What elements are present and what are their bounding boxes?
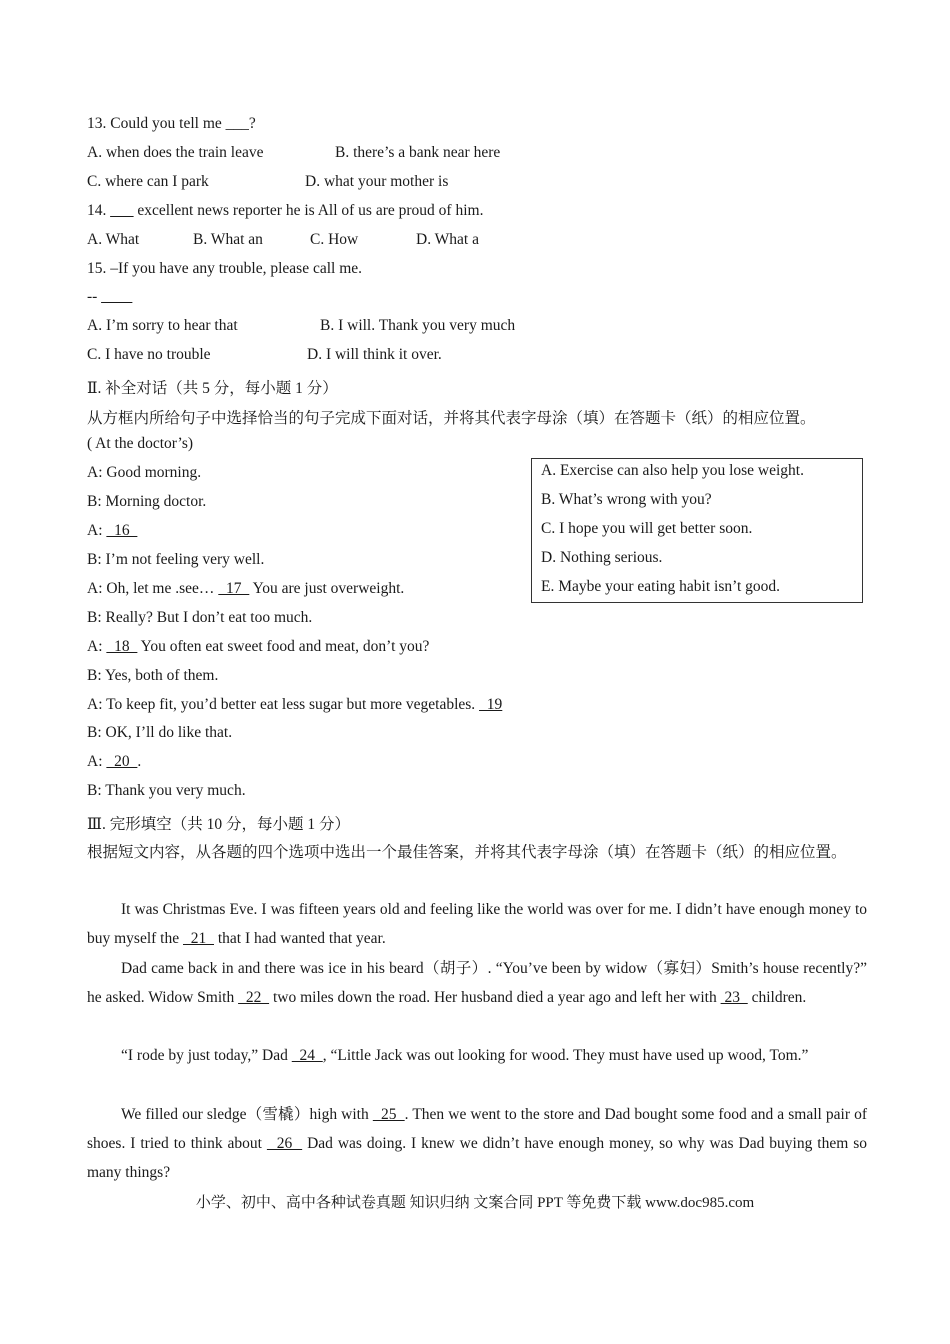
section3-heading: Ⅲ. 完形填空（共 10 分，每小题 1 分） bbox=[87, 816, 350, 833]
blank-22: 22 bbox=[238, 989, 270, 1006]
passage-text: two miles down the road. Her husband died a year ago and left her with bbox=[269, 989, 721, 1006]
q14-blank: ___ bbox=[110, 202, 134, 219]
q15-reply bbox=[87, 288, 132, 306]
blank-26: 26 bbox=[266, 1135, 303, 1152]
dialogue-setting: ( At the doctor’s) bbox=[87, 435, 194, 452]
q15-blank: ____ bbox=[101, 288, 133, 305]
box-option-a: A. Exercise can also help you lose weight. bbox=[541, 462, 804, 479]
passage-text: that I had wanted that year. bbox=[214, 930, 386, 947]
dialogue-line-6: B: Really? But I don’t eat too much. bbox=[87, 609, 313, 626]
dialogue-line-12: B: Thank you very much. bbox=[87, 782, 246, 799]
blank-23: 23 bbox=[720, 989, 748, 1006]
q14-option-c: C. How bbox=[310, 231, 359, 248]
box-option-b: B. What’s wrong with you? bbox=[541, 491, 712, 508]
dialogue-line-3 bbox=[87, 522, 137, 540]
dialogue-text: You are just overweight. bbox=[249, 580, 405, 597]
box-option-d: D. Nothing serious. bbox=[541, 549, 663, 566]
passage-text: It was Christmas Eve. I was fifteen years old and feeling like the world was over for me. I didn’t have enough money to buy myself the bbox=[87, 901, 867, 947]
section3-instruction: 根据短文内容，从各题的四个选项中选出一个最佳答案，并将其代表字母涂（填）在答题卡（纸）的相应位置。 bbox=[87, 844, 847, 861]
options-box bbox=[531, 458, 863, 603]
box-option-c: C. I hope you will get better soon. bbox=[541, 520, 753, 537]
passage-text: “I rode by just today,” Dad bbox=[121, 1047, 292, 1064]
passage-paragraph-3 bbox=[87, 1041, 867, 1070]
q14-stem-text: excellent news reporter he is All of us are proud of him. bbox=[133, 202, 484, 219]
dialogue-line-4: B: I’m not feeling very well. bbox=[87, 551, 265, 568]
dialogue-line-2: B: Morning doctor. bbox=[87, 493, 207, 510]
q13-option-c: C. where can I park bbox=[87, 173, 209, 190]
q15-reply-dash: -- bbox=[87, 288, 102, 305]
q13-stem: 13. Could you tell me ___? bbox=[87, 115, 256, 132]
blank-21: 21 bbox=[183, 930, 214, 947]
blank-16: 16 bbox=[106, 522, 138, 539]
dialogue-text: A: To keep fit, you’d better eat less sugar but more vegetables. bbox=[87, 696, 480, 713]
dialogue-line-9 bbox=[87, 696, 502, 714]
passage-paragraph-4 bbox=[87, 1100, 867, 1187]
q13-option-a: A. when does the train leave bbox=[87, 144, 264, 161]
page-footer: 小学、初中、高中各种试卷真题 知识归纳 文案合同 PPT 等免费下载 www.doc985.com bbox=[195, 1195, 755, 1211]
q14-number: 14. bbox=[87, 202, 111, 219]
q15-option-a: A. I’m sorry to hear that bbox=[87, 317, 238, 334]
speaker-a: A: bbox=[87, 753, 107, 770]
passage-paragraph-1 bbox=[87, 895, 867, 953]
dialogue-line-7 bbox=[87, 638, 429, 656]
speaker-a: A: bbox=[87, 638, 107, 655]
passage-text: Dad came back in and there was ice in his beard（胡子）. “You’ve been by widow（寡妇）Smith’s house recently?” he asked. Widow Smith bbox=[87, 960, 867, 1006]
passage-text: We filled our sledge（雪橇）high with bbox=[121, 1106, 373, 1123]
q13-option-b: B. there’s a bank near here bbox=[335, 144, 501, 161]
blank-25: 25 bbox=[372, 1106, 405, 1123]
q15-option-d: D. I will think it over. bbox=[307, 346, 442, 363]
blank-17: 17 bbox=[218, 580, 250, 597]
dialogue-line-8: B: Yes, both of them. bbox=[87, 667, 219, 684]
q14-option-d: D. What a bbox=[416, 231, 479, 248]
blank-19: 19 bbox=[479, 696, 503, 713]
passage-text: children. bbox=[747, 989, 807, 1006]
speaker-a: A: bbox=[87, 522, 107, 539]
section2-instruction: 从方框内所给句子中选择恰当的句子完成下面对话，并将其代表字母涂（填）在答题卡（纸）的相应位置。 bbox=[87, 410, 816, 427]
q15-stem: 15. –If you have any trouble, please call me. bbox=[87, 260, 363, 277]
blank-20: 20 bbox=[106, 753, 138, 770]
q14-option-a: A. What bbox=[87, 231, 140, 248]
box-option-e: E. Maybe your eating habit isn’t good. bbox=[541, 578, 781, 595]
section2-heading: Ⅱ. 补全对话（共 5 分，每小题 1 分） bbox=[87, 380, 338, 397]
q14-stem bbox=[87, 202, 483, 220]
blank-18: 18 bbox=[106, 638, 138, 655]
passage-text: Dad was doing. I knew we didn’t have enough money, so why was Dad buying them so many things? bbox=[87, 1135, 867, 1181]
q15-option-b: B. I will. Thank you very much bbox=[320, 317, 516, 334]
dialogue-line-1: A: Good morning. bbox=[87, 464, 202, 481]
q13-option-d: D. what your mother is bbox=[305, 173, 449, 190]
passage-text: , “Little Jack was out looking for wood. They must have used up wood, Tom.” bbox=[322, 1047, 809, 1064]
dialogue-text: You often eat sweet food and meat, don’t you? bbox=[137, 638, 430, 655]
dialogue-text: A: Oh, let me .see… bbox=[87, 580, 219, 597]
dialogue-line-11 bbox=[87, 753, 141, 771]
dialogue-line-10: B: OK, I’ll do like that. bbox=[87, 724, 233, 741]
dialogue-text: . bbox=[137, 753, 142, 770]
dialogue-line-5 bbox=[87, 580, 404, 598]
q15-option-c: C. I have no trouble bbox=[87, 346, 211, 363]
passage-text: . Then we went to the store and Dad bought some food and a small pair of shoes. I tried to think about bbox=[87, 1106, 867, 1152]
passage-paragraph-2 bbox=[87, 954, 867, 1012]
blank-24: 24 bbox=[291, 1047, 323, 1064]
q14-option-b: B. What an bbox=[193, 231, 263, 248]
